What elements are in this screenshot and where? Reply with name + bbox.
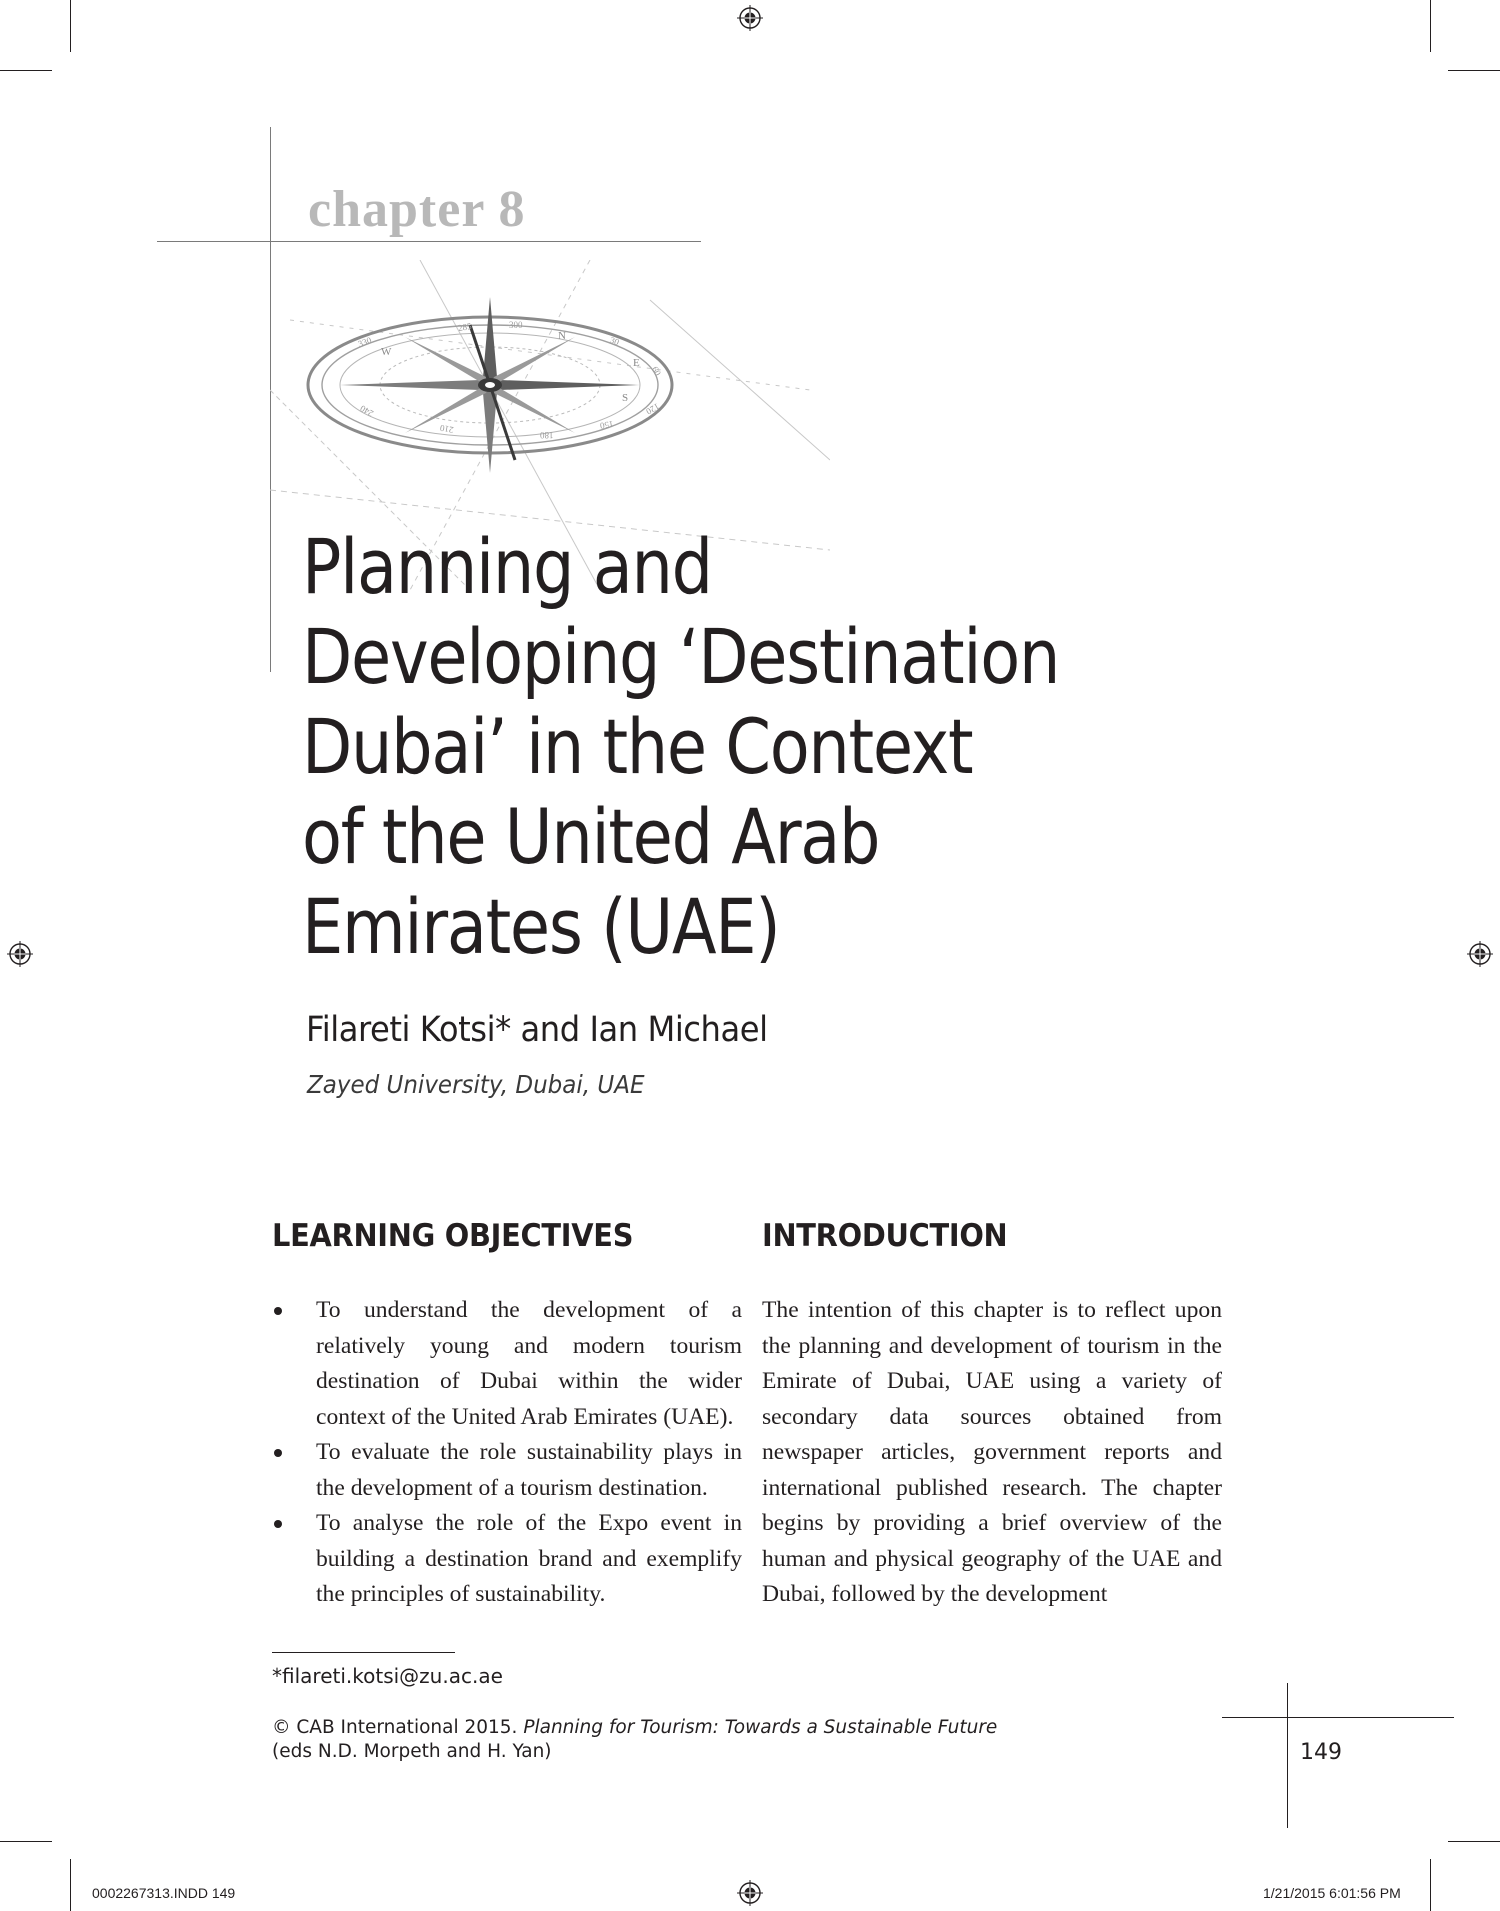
compass-label: 150 (599, 418, 615, 432)
title-line: Planning and (302, 522, 712, 611)
compass-label: 210 (439, 422, 455, 436)
compass-label: 285 (457, 320, 473, 334)
crop-mark (1430, 0, 1431, 52)
registration-mark-icon (737, 5, 763, 31)
crop-mark (0, 70, 52, 71)
learning-objectives-heading: LEARNING OBJECTIVES (272, 1218, 634, 1254)
compass-label: 30 (608, 334, 621, 348)
chapter-label: chapter 8 (308, 181, 526, 238)
copyright-notice (272, 1716, 997, 1764)
book-title: Planning for Tourism: Towards a Sustainable Future (523, 1717, 998, 1738)
footnote: *filareti.kotsi@zu.ac.ae (272, 1664, 503, 1688)
page-number: 149 (1300, 1740, 1342, 1765)
slug-datetime: 1/21/2015 6:01:56 PM (1263, 1885, 1401, 1901)
page-number-vertical-rule (1287, 1683, 1288, 1828)
affiliation: Zayed University, Dubai, UAE (307, 1070, 645, 1099)
compass-label: N (558, 330, 566, 342)
copyright-prefix: © CAB International 2015. (272, 1717, 524, 1738)
title-line: Emirates (UAE) (302, 882, 780, 971)
registration-mark-icon (1467, 941, 1493, 967)
compass-label: W (381, 346, 392, 358)
book-editors: (eds N.D. Morpeth and H. Yan) (272, 1741, 552, 1762)
page-number-horizontal-rule (1222, 1717, 1454, 1718)
introduction-heading: INTRODUCTION (762, 1218, 1008, 1254)
authors: Filareti Kotsi* and Ian Michael (306, 1010, 768, 1050)
compass-label: 330 (356, 334, 373, 350)
title-line: of the United Arab (302, 792, 880, 881)
compass-label: E (633, 357, 640, 369)
list-item: To analyse the role of the Expo event in building a destination brand and exemplify the principles of sustainability. (272, 1506, 742, 1613)
compass-label: 180 (540, 430, 554, 440)
crop-mark (70, 1859, 71, 1911)
registration-mark-icon (737, 1880, 763, 1906)
chapter-horizontal-rule (157, 241, 701, 242)
crop-mark (1430, 1859, 1431, 1911)
crop-mark (0, 1841, 52, 1842)
compass-label: 300 (509, 320, 523, 330)
crop-mark (1448, 70, 1500, 71)
list-item: To evaluate the role sustainability plays in the development of a tourism destination. (272, 1435, 742, 1506)
chapter-title (302, 522, 1162, 972)
compass-label: 60 (649, 364, 664, 378)
learning-objectives-list (272, 1293, 742, 1613)
crop-mark (1448, 1841, 1500, 1842)
registration-mark-icon (7, 941, 33, 967)
slug-filename: 0002267313.INDD 149 (92, 1885, 236, 1901)
footnote-rule (272, 1652, 455, 1653)
crop-mark (70, 0, 71, 52)
title-line: Developing ‘Destination (302, 612, 1060, 701)
introduction-paragraph: The intention of this chapter is to reflect upon the planning and development of tourism in the Emirate of Dubai, UAE using a variety of secondary data sources obtained from newspaper articles, government reports and international published research. The chapter begins by providing a brief overview of the human and physical geography of the UAE and Dubai, followed by the development (762, 1297, 1222, 1607)
compass-label: S (622, 392, 629, 404)
title-line: Dubai’ in the Context (302, 702, 973, 791)
compass-label: 120 (644, 401, 662, 417)
list-item: To understand the development of a relatively young and modern tourism destination of Dubai within the wider context of the United Arab Emirates (UAE). (272, 1293, 742, 1435)
compass-label: 240 (358, 403, 376, 419)
